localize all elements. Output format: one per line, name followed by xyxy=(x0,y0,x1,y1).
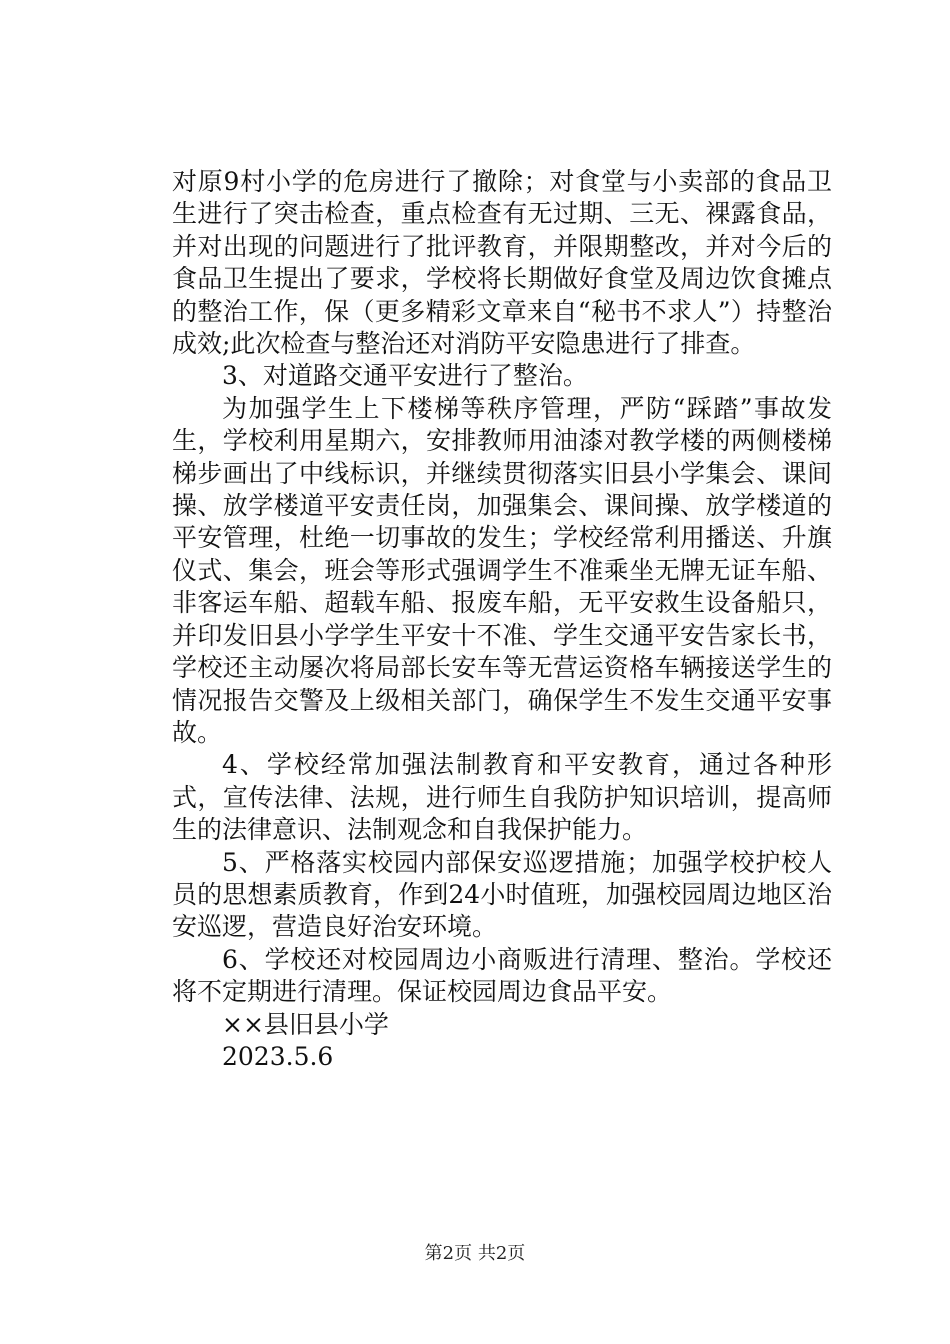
paragraph-2-heading: 3、对道路交通平安进行了整治。 xyxy=(222,361,588,391)
paragraph-1: 对原9村小学的危房进行了撤除；对食堂与小卖部的食品卫生进行了突击检查，重点检查有无过期、三无、裸露食品，并对出现的问题进行了批评教育，并限期整改，并对今后的食品卫生提出了要求，学校将长期做好食堂及周边饮食摊点的整治工作，保（更多精彩文章来自“秘书不求人”）持整治成效;此次检查与整治还对消防平安隐患进行了排查。 xyxy=(172,167,832,359)
document-body xyxy=(172,166,832,1073)
page-footer: 第2页 共2页 xyxy=(424,1243,526,1264)
signature-line: ××县旧县小学 xyxy=(222,1009,389,1039)
paragraph-3: 为加强学生上下楼梯等秩序管理，严防“踩踏”事故发生，学校利用星期六，安排教师用油漆对教学楼的两侧楼梯梯步画出了中线标识，并继续贯彻落实旧县小学集会、课间操、放学楼道平安责任岗，加强集会、课间操、放学楼道的平安管理，杜绝一切事故的发生；学校经常利用播送、升旗仪式、集会，班会等形式强调学生不准乘坐无牌无证车船、非客运车船、超载车船、报废车船，无平安救生设备船只，并印发旧县小学学生平安十不准、学生交通平安告家长书，学校还主动屡次将局部长安车等无营运资格车辆接送学生的情况报告交警及上级相关部门，确保学生不发生交通平安事故。 xyxy=(172,393,832,747)
paragraph-5: 5、严格落实校园内部保安巡逻措施；加强学校护校人员的思想素质教育，作到24小时值班，加强校园周边地区治安巡逻，营造良好治安环境。 xyxy=(172,847,832,942)
date-line: 2023.5.6 xyxy=(222,1041,334,1071)
paragraph-4: 4、学校经常加强法制教育和平安教育，通过各种形式，宣传法律、法规，进行师生自我防护知识培训，提高师生的法律意识、法制观念和自我保护能力。 xyxy=(172,750,832,845)
paragraph-6: 6、学校还对校园周边小商贩进行清理、整治。学校还将不定期进行清理。保证校园周边食品平安。 xyxy=(172,944,832,1007)
